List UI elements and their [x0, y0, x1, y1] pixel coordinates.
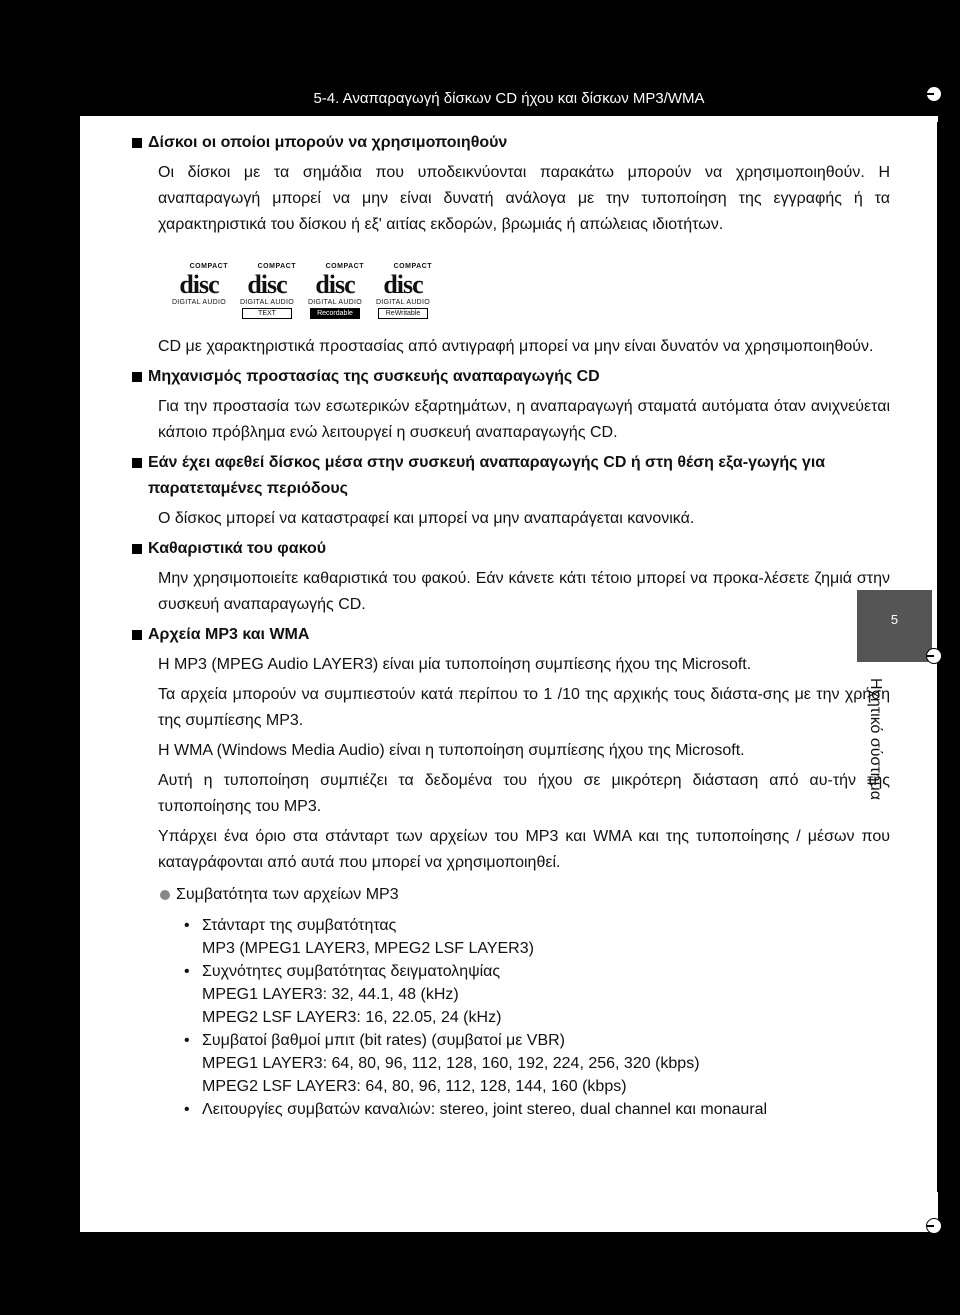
logo-word: disc — [247, 270, 287, 299]
chapter-label — [850, 670, 900, 820]
square-bullet-icon — [132, 458, 142, 468]
paragraph: Τα αρχεία μπορούν να συμπιεστούν κατά περίπου το 1 /10 της αρχικής τους διάστα-σης με την χρήση της συμπίεσης MP3. — [158, 686, 890, 729]
logo-word: disc — [179, 270, 219, 299]
list-item-detail: MPEG2 LSF LAYER3: 16, 22.05, 24 (kHz) — [202, 1009, 502, 1026]
section-title-mp3-wma — [130, 622, 890, 648]
subsection-title-text: Συμβατότητα των αρχείων MP3 — [176, 886, 399, 903]
paragraph: Οι δίσκοι με τα σημάδια που υποδεικνύονται παρακάτω μπορούν να χρησιμοποιηθούν. Η αναπαραγωγή μπορεί να μην είναι δυνατή ανάλογα με την τυποποίηση της εγγραφής ή τα χαρακτηριστικά του δίσκου ή εξ' αιτίας εκδορών, βρωμιάς ή απώλειας ιδιοτήτων. — [158, 164, 890, 233]
paragraph: Μην χρησιμοποιείτε καθαριστικά του φακού. Εάν κάνετε κάτι τέτοιο μπορεί να προκα-λέσετε ζημιά στην συσκευή αναπαραγωγής CD. — [158, 570, 890, 613]
subsection-title-mp3-compat — [158, 882, 890, 908]
disc-logos — [170, 262, 890, 317]
circle-bullet-icon — [160, 890, 170, 900]
section-title-ejected — [130, 450, 890, 502]
logo-bottom: DIGITAL AUDIO — [375, 299, 431, 306]
logo-top: COMPACT — [393, 263, 432, 270]
section-title-text: Εάν έχει αφεθεί δίσκος μέσα στην συσκευή αναπαραγωγής CD ή στη θέση εξα-γωγής για παρατεταμένες περιόδους — [148, 454, 826, 497]
logo-tag: Recordable — [310, 308, 360, 319]
registration-mark-icon — [926, 1218, 942, 1234]
logo-bottom: DIGITAL AUDIO — [307, 299, 363, 306]
square-bullet-icon — [132, 138, 142, 148]
list-item-detail: MPEG2 LSF LAYER3: 64, 80, 96, 112, 128, 144, 160 (kbps) — [202, 1078, 627, 1095]
logo-tag: ReWritable — [378, 308, 428, 319]
logo-word: disc — [383, 270, 423, 299]
list-item: • Στάνταρτ της συμβατότητας MP3 (MPEG1 LAYER3, MPEG2 LSF LAYER3) — [184, 917, 534, 957]
paragraph: Η WMA (Windows Media Audio) είναι η τυποποίηση συμπίεσης ήχου της Microsoft. — [158, 742, 745, 759]
list-item-label: Συμβατοί βαθμοί μπιτ (bit rates) (συμβατοί με VBR) — [202, 1032, 566, 1049]
list-item-label: Στάνταρτ της συμβατότητας — [202, 917, 397, 934]
square-bullet-icon — [132, 630, 142, 640]
registration-mark-icon — [926, 648, 942, 664]
list-item-label: Συχνότητες συμβατότητας δειγματοληψίας — [202, 963, 501, 980]
manual-page — [80, 82, 938, 1232]
logo-word: disc — [315, 270, 355, 299]
section-title-text: Μηχανισμός προστασίας της συσκευής αναπαραγωγής CD — [148, 368, 600, 385]
compact-disc-logo — [170, 262, 228, 314]
compact-disc-rewritable-logo — [374, 262, 432, 317]
paragraph: Υπάρχει ένα όριο στα στάνταρτ των αρχείων του MP3 και WMA και της τυποποίησης / μέσων που καταγράφονται από αυτά που μπορεί να χρησιμοποιηθεί. — [158, 828, 890, 871]
section-title-text: Δίσκοι οι οποίοι μπορούν να χρησιμοποιηθούν — [148, 134, 508, 151]
square-bullet-icon — [132, 544, 142, 554]
square-bullet-icon — [132, 372, 142, 382]
page-header: 5-4. Αναπαραγωγή δίσκων CD ήχου και δίσκων MP3/WMA — [80, 82, 938, 116]
logo-top: COMPACT — [257, 263, 296, 270]
chapter-label-text: Ηχητικό σύστημα — [867, 677, 884, 801]
chapter-tab — [857, 590, 932, 662]
paragraph: Για την προστασία των εσωτερικών εξαρτημάτων, η αναπαραγωγή σταματά αυτόματα όταν ανιχνεύεται κάποιο πρόβλημα ενώ λειτουργεί η συσκευή αναπαραγωγής CD. — [158, 398, 890, 441]
section-title-text: Αρχεία MP3 και WMA — [148, 626, 310, 643]
paragraph: Ο δίσκος μπορεί να καταστραφεί και μπορεί να μην αναπαράγεται κανονικά. — [158, 510, 695, 527]
list-item-label: Λειτουργίες συμβατών καναλιών: stereo, joint stereo, dual channel και monaural — [202, 1101, 768, 1118]
logo-bottom: DIGITAL AUDIO — [171, 299, 227, 306]
list-item-detail: MPEG1 LAYER3: 64, 80, 96, 112, 128, 160, 192, 224, 256, 320 (kbps) — [202, 1055, 700, 1072]
list-item-detail: MP3 (MPEG1 LAYER3, MPEG2 LSF LAYER3) — [202, 940, 534, 957]
list-item: • Λειτουργίες συμβατών καναλιών: stereo, joint stereo, dual channel και monaural — [184, 1101, 768, 1118]
list-item-detail: MPEG1 LAYER3: 32, 44.1, 48 (kHz) — [202, 986, 459, 1003]
logo-top: COMPACT — [189, 263, 228, 270]
logo-top: COMPACT — [325, 263, 364, 270]
registration-mark-icon — [926, 86, 942, 102]
chapter-number: 5 — [890, 612, 899, 627]
section-title-text: Καθαριστικά του φακού — [148, 540, 327, 557]
compact-disc-recordable-logo — [306, 262, 364, 317]
compact-disc-text-logo — [238, 262, 296, 317]
section-title-discs — [130, 130, 890, 156]
list-item: • Συχνότητες συμβατότητας δειγματοληψίας MPEG1 LAYER3: 32, 44.1, 48 (kHz) MPEG2 LSF LAYER3: 16, 22.05, 24 (kHz) — [184, 963, 502, 1026]
page-content — [130, 126, 890, 1121]
paragraph: Αυτή η τυποποίηση συμπιέζει τα δεδομένα του ήχου σε μικρότερη διάσταση από αυ-τήν της τυποποίησης του MP3. — [158, 772, 890, 815]
paragraph: Η MP3 (MPEG Audio LAYER3) είναι μία τυποποίηση συμπίεσης ήχου της Microsoft. — [158, 656, 752, 673]
paragraph: CD με χαρακτηριστικά προστασίας από αντιγραφή μπορεί να μην είναι δυνατόν να χρησιμοποιηθούν. — [158, 338, 874, 355]
list-item: • Συμβατοί βαθμοί μπιτ (bit rates) (συμβατοί με VBR) MPEG1 LAYER3: 64, 80, 96, 112, 128, 160, 192, 224, 256, 320 (kbps) MPEG2 LSF LAYER3: 64, 80, 96, 112, 128, 144, 160 (kbps) — [184, 1032, 700, 1095]
logo-tag: TEXT — [242, 308, 292, 319]
logo-bottom: DIGITAL AUDIO — [239, 299, 295, 306]
section-title-protection — [130, 364, 890, 390]
section-title-lens-cleaner — [130, 536, 890, 562]
compat-list — [182, 914, 890, 1121]
